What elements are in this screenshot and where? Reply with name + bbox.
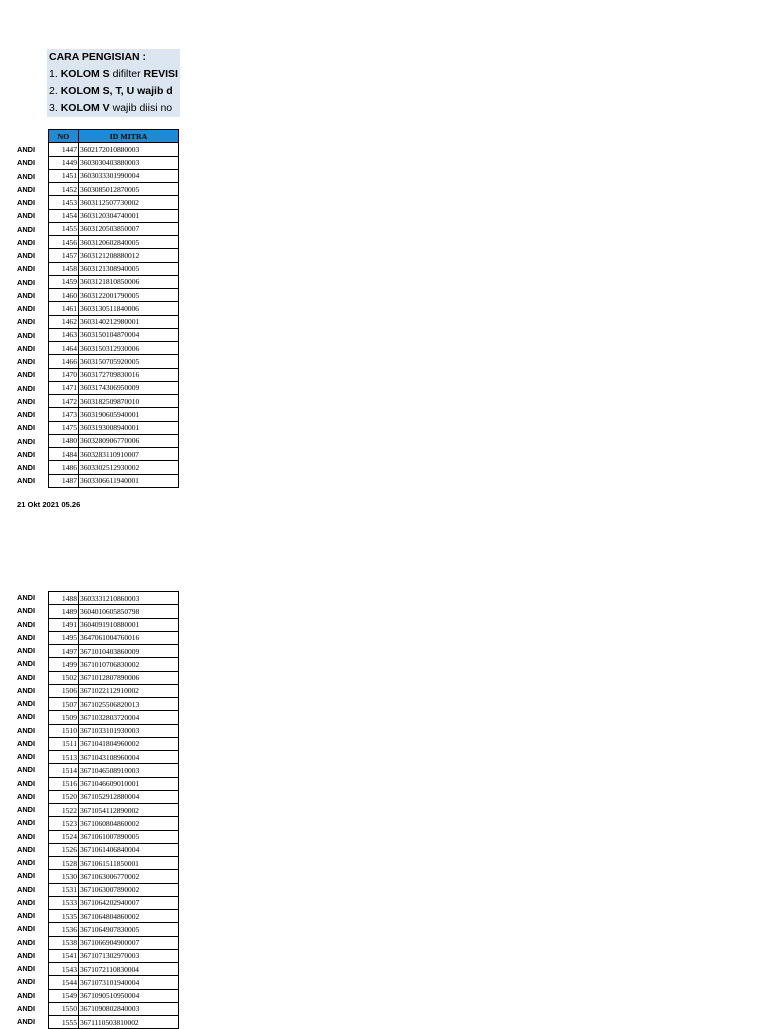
cell-no: 1480 — [49, 434, 79, 447]
cell-no: 1511 — [49, 737, 79, 750]
cell-no: 1497 — [49, 645, 79, 658]
cell-id-mitra: 3603193008940001 — [79, 421, 179, 434]
row-name-label: ANDI — [17, 224, 36, 234]
row-name-label: ANDI — [17, 606, 36, 616]
cell-no: 1455 — [49, 222, 79, 235]
row-name-label: ANDI — [17, 449, 36, 459]
cell-id-mitra: 3603030403880003 — [79, 156, 179, 169]
table-row — [49, 196, 179, 209]
row-name-label: ANDI — [17, 198, 36, 207]
header-id-mitra: ID MITRA — [79, 130, 179, 143]
cell-no: 1461 — [49, 302, 79, 315]
cell-id-mitra: 3603120503850007 — [79, 222, 179, 235]
cell-id-mitra: 3671061007890005 — [79, 830, 179, 843]
cell-id-mitra: 3603306611940001 — [79, 474, 179, 487]
row-name-label: ANDI — [17, 1017, 36, 1026]
row-name-label: ANDI — [17, 476, 36, 486]
cell-no: 1473 — [49, 408, 79, 421]
table-row — [49, 355, 179, 368]
row-name-label: ANDI — [17, 858, 36, 867]
instruction-3-number: 3. — [49, 102, 61, 114]
table-row — [49, 817, 179, 830]
cell-id-mitra: 3671064907830005 — [79, 923, 179, 936]
header-no: NO — [49, 130, 79, 143]
row-name-label: ANDI — [17, 699, 36, 708]
row-name-label: ANDI — [17, 805, 36, 814]
cell-no: 1502 — [49, 671, 79, 684]
cell-id-mitra: 3671072110830004 — [79, 963, 179, 976]
row-name-label: ANDI — [17, 685, 36, 695]
table-row — [49, 857, 179, 870]
cell-no: 1526 — [49, 843, 79, 856]
cell-no: 1555 — [49, 1016, 79, 1029]
cell-id-mitra: 3671022112910002 — [79, 684, 179, 697]
row-name-label: ANDI — [17, 659, 36, 669]
row-name-label: ANDI — [17, 884, 36, 894]
row-name-label: ANDI — [17, 211, 36, 221]
table-row — [49, 605, 179, 618]
cell-no: 1484 — [49, 448, 79, 461]
instruction-1-bold-2: REVISI — [143, 68, 178, 80]
cell-no: 1453 — [49, 196, 79, 209]
row-name-label: ANDI — [17, 264, 36, 274]
instructions-heading: CARA PENGISIAN : — [49, 51, 147, 63]
cell-id-mitra: 3671032803720004 — [79, 711, 179, 724]
cell-no: 1489 — [49, 605, 79, 618]
row-name-label: ANDI — [17, 897, 36, 907]
cell-id-mitra: 3671010706830002 — [79, 658, 179, 671]
table-row — [49, 249, 179, 262]
row-name-label: ANDI — [17, 964, 36, 973]
cell-no: 1457 — [49, 249, 79, 262]
cell-no: 1459 — [49, 275, 79, 288]
instruction-line-3 — [49, 101, 172, 115]
row-name-label: ANDI — [17, 304, 36, 313]
cell-no: 1454 — [49, 209, 79, 222]
row-name-label: ANDI — [17, 818, 36, 828]
cell-id-mitra: 3671043108960004 — [79, 751, 179, 764]
cell-id-mitra: 3603150104870004 — [79, 328, 179, 341]
table-row — [49, 1016, 179, 1029]
table-row — [49, 883, 179, 896]
row-name-label: ANDI — [17, 712, 36, 722]
cell-id-mitra: 3671046609010001 — [79, 777, 179, 790]
table-row — [49, 870, 179, 883]
row-name-label: ANDI — [17, 343, 36, 353]
cell-no: 1488 — [49, 592, 79, 605]
cell-no: 1514 — [49, 764, 79, 777]
cell-no: 1463 — [49, 328, 79, 341]
table-row — [49, 843, 179, 856]
instruction-line-1 — [49, 67, 178, 81]
row-name-label: ANDI — [17, 752, 36, 761]
cell-id-mitra: 3603122001790005 — [79, 289, 179, 302]
cell-id-mitra: 3671046508910003 — [79, 764, 179, 777]
row-name-label: ANDI — [17, 383, 36, 393]
cell-id-mitra: 3671061406840004 — [79, 843, 179, 856]
cell-id-mitra: 3671061511850001 — [79, 857, 179, 870]
table-row — [49, 421, 179, 434]
instruction-3-text: wajib diisi no — [109, 102, 173, 114]
cell-no: 1520 — [49, 790, 79, 803]
row-name-label: ANDI — [17, 317, 36, 327]
cell-no: 1451 — [49, 169, 79, 182]
instruction-line-2 — [49, 84, 173, 98]
cell-no: 1506 — [49, 684, 79, 697]
table-row — [49, 711, 179, 724]
table-row — [49, 764, 179, 777]
row-name-label: ANDI — [17, 672, 36, 682]
cell-no: 1530 — [49, 870, 79, 883]
cell-id-mitra: 3671063006770002 — [79, 870, 179, 883]
cell-id-mitra: 3603283110910007 — [79, 448, 179, 461]
cell-id-mitra: 3671052912880004 — [79, 790, 179, 803]
row-name-label: ANDI — [17, 911, 36, 920]
cell-no: 1458 — [49, 262, 79, 275]
cell-no: 1538 — [49, 936, 79, 949]
cell-id-mitra: 3603033301990004 — [79, 169, 179, 182]
cell-no: 1466 — [49, 355, 79, 368]
row-name-label: ANDI — [17, 357, 36, 366]
cell-no: 1487 — [49, 474, 79, 487]
table-row — [49, 275, 179, 288]
cell-no: 1522 — [49, 804, 79, 817]
table-row — [49, 737, 179, 750]
cell-id-mitra: 3603190605940001 — [79, 408, 179, 421]
instruction-2-number: 2. — [49, 85, 61, 97]
table-row — [49, 342, 179, 355]
name-column-block-1 — [17, 143, 47, 488]
table-row — [49, 830, 179, 843]
table-row — [49, 777, 179, 790]
table-row — [49, 461, 179, 474]
cell-no: 1462 — [49, 315, 79, 328]
table-row — [49, 923, 179, 936]
table-row — [49, 381, 179, 394]
table-row — [49, 658, 179, 671]
table-row — [49, 236, 179, 249]
row-name-label: ANDI — [17, 844, 36, 854]
table-row — [49, 183, 179, 196]
cell-id-mitra: 3603302512930002 — [79, 461, 179, 474]
row-name-label: ANDI — [17, 1003, 36, 1013]
table-row — [49, 631, 179, 644]
row-name-label: ANDI — [17, 370, 36, 380]
cell-id-mitra: 3603182509870010 — [79, 395, 179, 408]
table-row — [49, 671, 179, 684]
instruction-1-text: difilter — [109, 68, 144, 80]
table-row — [49, 156, 179, 169]
row-name-label: ANDI — [17, 251, 36, 260]
cell-id-mitra: 3603130511840006 — [79, 302, 179, 315]
table-row — [49, 368, 179, 381]
cell-id-mitra: 3603172709830016 — [79, 368, 179, 381]
cell-id-mitra: 3671063007890002 — [79, 883, 179, 896]
cell-no: 1486 — [49, 461, 79, 474]
instruction-3-bold: KOLOM V — [60, 102, 110, 114]
cell-id-mitra: 3671066904900007 — [79, 936, 179, 949]
cell-id-mitra: 3647061004760016 — [79, 631, 179, 644]
cell-id-mitra: 3671090802840003 — [79, 1002, 179, 1015]
cell-id-mitra: 3671033101930003 — [79, 724, 179, 737]
timestamp: 21 Okt 2021 05.26 — [17, 500, 81, 509]
row-name-label: ANDI — [17, 924, 36, 934]
table-row — [49, 790, 179, 803]
table-row — [49, 698, 179, 711]
row-name-label: ANDI — [17, 937, 36, 947]
cell-id-mitra: 3604010605850798 — [79, 605, 179, 618]
table-row — [49, 592, 179, 605]
cell-no: 1535 — [49, 910, 79, 923]
cell-id-mitra: 3603120304740001 — [79, 209, 179, 222]
cell-id-mitra: 3671060804860002 — [79, 817, 179, 830]
table-row — [49, 448, 179, 461]
cell-id-mitra: 3603280906770006 — [79, 434, 179, 447]
cell-id-mitra: 3671110503810002 — [79, 1016, 179, 1029]
cell-no: 1513 — [49, 751, 79, 764]
row-name-label: ANDI — [17, 871, 36, 881]
cell-no: 1523 — [49, 817, 79, 830]
table-row — [49, 751, 179, 764]
cell-id-mitra: 3671071302970003 — [79, 949, 179, 962]
cell-no: 1456 — [49, 236, 79, 249]
table-row — [49, 989, 179, 1002]
row-name-label: ANDI — [17, 738, 36, 748]
row-name-label: ANDI — [17, 977, 36, 987]
cell-id-mitra: 3671025506820013 — [79, 698, 179, 711]
row-name-label: ANDI — [17, 990, 36, 1000]
cell-id-mitra: 3671054112890002 — [79, 804, 179, 817]
cell-no: 1464 — [49, 342, 79, 355]
cell-id-mitra: 3671090510950004 — [79, 989, 179, 1002]
row-name-label: ANDI — [17, 171, 36, 181]
cell-no: 1533 — [49, 896, 79, 909]
table-row — [49, 169, 179, 182]
cell-no: 1544 — [49, 976, 79, 989]
table-row — [49, 724, 179, 737]
cell-no: 1536 — [49, 923, 79, 936]
cell-no: 1528 — [49, 857, 79, 870]
table-row — [49, 302, 179, 315]
row-name-label: ANDI — [17, 436, 36, 446]
cell-id-mitra: 3671012807890006 — [79, 671, 179, 684]
cell-id-mitra: 3603120602840005 — [79, 236, 179, 249]
cell-no: 1516 — [49, 777, 79, 790]
row-name-label: ANDI — [17, 646, 36, 655]
row-name-label: ANDI — [17, 423, 36, 433]
cell-no: 1550 — [49, 1002, 79, 1015]
cell-no: 1543 — [49, 963, 79, 976]
row-name-label: ANDI — [17, 619, 36, 629]
row-name-label: ANDI — [17, 410, 36, 419]
table-row — [49, 289, 179, 302]
cell-id-mitra: 3671041804960002 — [79, 737, 179, 750]
cell-no: 1509 — [49, 711, 79, 724]
cell-no: 1549 — [49, 989, 79, 1002]
cell-id-mitra: 3671064202940007 — [79, 896, 179, 909]
mitra-table-block-1 — [48, 129, 179, 488]
table-row — [49, 910, 179, 923]
cell-no: 1495 — [49, 631, 79, 644]
cell-id-mitra: 3603140212980001 — [79, 315, 179, 328]
cell-no: 1470 — [49, 368, 79, 381]
name-column-block-2 — [17, 591, 47, 1028]
row-name-label: ANDI — [17, 290, 36, 300]
cell-no: 1499 — [49, 658, 79, 671]
table-row — [49, 408, 179, 421]
table-row — [49, 618, 179, 631]
cell-no: 1471 — [49, 381, 79, 394]
cell-id-mitra: 3671010403860009 — [79, 645, 179, 658]
table-row — [49, 949, 179, 962]
row-name-label: ANDI — [17, 632, 36, 642]
table-row — [49, 315, 179, 328]
cell-no: 1472 — [49, 395, 79, 408]
table-row — [49, 474, 179, 487]
cell-no: 1452 — [49, 183, 79, 196]
cell-id-mitra: 3604091910880001 — [79, 618, 179, 631]
row-name-label: ANDI — [17, 158, 36, 168]
cell-no: 1531 — [49, 883, 79, 896]
table-row — [49, 328, 179, 341]
row-name-label: ANDI — [17, 765, 36, 775]
row-name-label: ANDI — [17, 593, 36, 602]
instruction-1-bold: KOLOM S — [60, 68, 110, 80]
cell-id-mitra: 3603121208880012 — [79, 249, 179, 262]
row-name-label: ANDI — [17, 237, 36, 247]
cell-no: 1541 — [49, 949, 79, 962]
row-name-label: ANDI — [17, 950, 36, 960]
row-name-label: ANDI — [17, 778, 36, 788]
table-row — [49, 262, 179, 275]
cell-no: 1475 — [49, 421, 79, 434]
table-row — [49, 963, 179, 976]
row-name-label: ANDI — [17, 184, 36, 194]
cell-id-mitra: 3603085012870005 — [79, 183, 179, 196]
cell-id-mitra: 3603150705920005 — [79, 355, 179, 368]
row-name-label: ANDI — [17, 396, 36, 406]
cell-no: 1449 — [49, 156, 79, 169]
table-row — [49, 209, 179, 222]
table-row — [49, 896, 179, 909]
row-name-label: ANDI — [17, 463, 36, 472]
cell-id-mitra: 3602172010880003 — [79, 143, 179, 156]
cell-no: 1460 — [49, 289, 79, 302]
row-name-label: ANDI — [17, 791, 36, 801]
table-row — [49, 434, 179, 447]
cell-id-mitra: 3603121308940005 — [79, 262, 179, 275]
cell-id-mitra: 3603331210860003 — [79, 592, 179, 605]
cell-id-mitra: 3603121810850006 — [79, 275, 179, 288]
cell-no: 1507 — [49, 698, 79, 711]
table-row — [49, 143, 179, 156]
instructions-box — [47, 49, 180, 117]
cell-no: 1524 — [49, 830, 79, 843]
row-name-label: ANDI — [17, 330, 36, 340]
table-row — [49, 804, 179, 817]
instruction-2-bold: KOLOM S, T, U wajib d — [60, 85, 173, 97]
cell-id-mitra: 3603150312930006 — [79, 342, 179, 355]
row-name-label: ANDI — [17, 145, 36, 154]
cell-id-mitra: 3671073101940004 — [79, 976, 179, 989]
cell-id-mitra: 3603112507730002 — [79, 196, 179, 209]
cell-id-mitra: 3603174306950009 — [79, 381, 179, 394]
mitra-table-block-2 — [48, 591, 179, 1029]
cell-no: 1447 — [49, 143, 79, 156]
table-row — [49, 222, 179, 235]
table-row — [49, 976, 179, 989]
row-name-label: ANDI — [17, 831, 36, 841]
cell-no: 1491 — [49, 618, 79, 631]
cell-no: 1510 — [49, 724, 79, 737]
table-header-row — [49, 130, 179, 143]
table-row — [49, 1002, 179, 1015]
table-row — [49, 395, 179, 408]
row-name-label: ANDI — [17, 725, 36, 735]
cell-id-mitra: 3671064804860002 — [79, 910, 179, 923]
instruction-1-number: 1. — [49, 68, 61, 80]
table-row — [49, 684, 179, 697]
row-name-label: ANDI — [17, 277, 36, 287]
table-row — [49, 645, 179, 658]
table-row — [49, 936, 179, 949]
